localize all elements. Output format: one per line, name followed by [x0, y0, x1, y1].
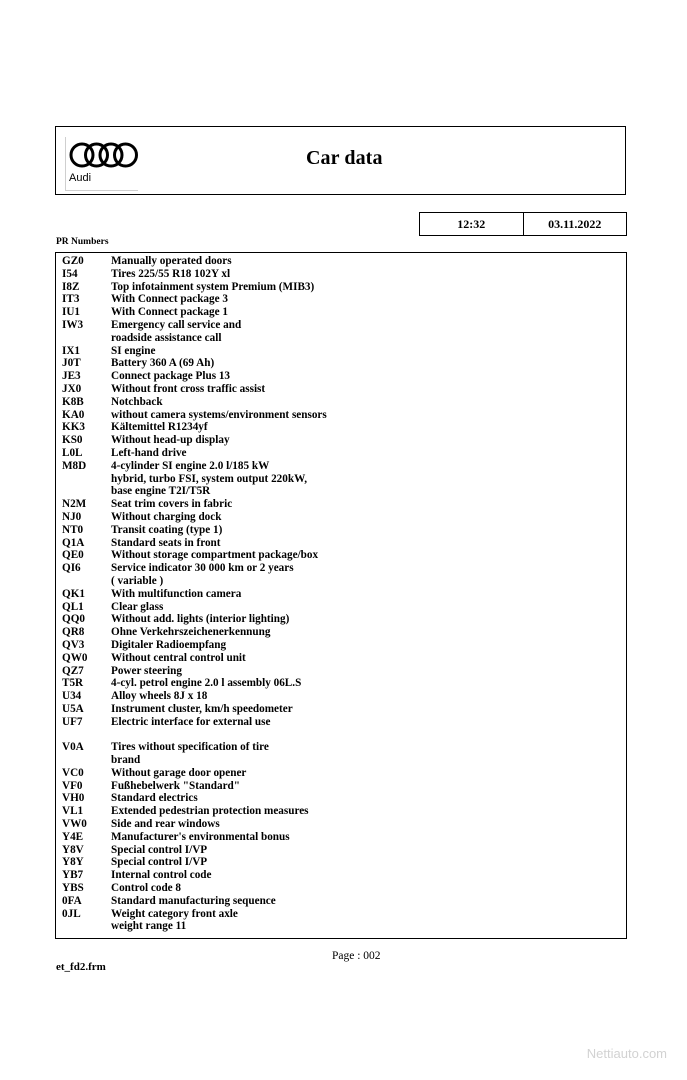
pr-description: [111, 255, 612, 268]
pr-code: K8B: [62, 395, 84, 408]
pr-code: YB7: [62, 869, 84, 882]
pr-code: QI6: [62, 562, 81, 575]
pr-code: JE3: [62, 370, 81, 383]
pr-row: [62, 869, 612, 882]
pr-code: KK3: [62, 421, 85, 434]
pr-description-line: Standard seats in front: [111, 536, 221, 549]
pr-code: Y4E: [62, 830, 84, 843]
pr-description: [111, 434, 612, 447]
pr-description-line: Without charging dock: [111, 510, 222, 523]
brand-wordmark: Audi: [69, 172, 92, 184]
pr-code: YBS: [62, 882, 84, 895]
pr-row: [62, 293, 612, 306]
pr-description-line: Power steering: [111, 664, 182, 677]
pr-row: [62, 383, 612, 396]
pr-row: [62, 665, 612, 678]
pr-code: Y8V: [62, 843, 84, 856]
pr-code: VC0: [62, 766, 84, 779]
pr-code: Q1A: [62, 536, 85, 549]
pr-code: T5R: [62, 677, 84, 690]
pr-description: [111, 511, 612, 524]
pr-description: [111, 728, 612, 741]
pr-description-line: [111, 728, 612, 741]
pr-description-line: Tires without specification of tire: [111, 741, 269, 754]
pr-row: [62, 357, 612, 370]
pr-code: IW3: [62, 318, 84, 331]
pr-row: [62, 306, 612, 319]
pr-code: I54: [62, 267, 78, 280]
pr-description: [111, 805, 612, 818]
pr-description: [111, 882, 612, 895]
pr-description-line: Battery 360 A (69 Ah): [111, 357, 215, 370]
pr-description: [111, 549, 612, 562]
pr-description: [111, 345, 612, 358]
pr-description: [111, 268, 612, 281]
audi-logo: [65, 137, 138, 191]
pr-description: [111, 818, 612, 831]
pr-code: NT0: [62, 523, 84, 536]
pr-code: VL1: [62, 805, 84, 818]
pr-description: [111, 690, 612, 703]
pr-description-line: Without garage door opener: [111, 766, 247, 779]
pr-code: I8Z: [62, 280, 80, 293]
pr-row: [62, 613, 612, 626]
pr-row: [62, 895, 612, 908]
pr-code: QE0: [62, 549, 84, 562]
pr-description: [111, 396, 612, 409]
pr-code: QV3: [62, 638, 85, 651]
pr-description-line: Manually operated doors: [111, 255, 232, 267]
pr-description-line: Tires 225/55 R18 102Y xl: [111, 267, 231, 280]
pr-description-line: With multifunction camera: [111, 587, 242, 600]
pr-row: [62, 268, 612, 281]
pr-code: JX0: [62, 382, 82, 395]
audi-rings-icon: [67, 140, 139, 170]
pr-row: [62, 588, 612, 601]
pr-code: U34: [62, 690, 82, 703]
pr-description: [111, 409, 612, 422]
pr-description-line: Instrument cluster, km/h speedometer: [111, 702, 293, 715]
pr-row: [62, 460, 612, 498]
pr-description-line: Manufacturer's environmental bonus: [111, 830, 290, 843]
pr-code: [62, 728, 111, 741]
pr-row: [62, 524, 612, 537]
pr-description: [111, 357, 612, 370]
pr-description: [111, 562, 612, 588]
pr-description: [111, 306, 612, 319]
pr-code: VF0: [62, 779, 83, 792]
pr-row: [62, 882, 612, 895]
pr-description-line: Extended pedestrian protection measures: [111, 805, 309, 818]
pr-description-line: With Connect package 1: [111, 306, 228, 319]
pr-row: [62, 908, 612, 934]
watermark: Nettiauto.com: [586, 1046, 667, 1061]
pr-description: [111, 383, 612, 396]
pr-description-line: 4-cylinder SI engine 2.0 l/185 kW: [111, 459, 270, 472]
pr-description-line: base engine T2I/T5R: [111, 485, 211, 498]
pr-description-line: Without central control unit: [111, 651, 246, 664]
pr-description: [111, 831, 612, 844]
pr-description-line: Alloy wheels 8J x 18: [111, 690, 208, 703]
datetime-box: [419, 212, 627, 236]
pr-description: [111, 703, 612, 716]
pr-description: [111, 460, 612, 498]
pr-row: [62, 319, 612, 345]
pr-code: NJ0: [62, 510, 82, 523]
pr-row: [62, 818, 612, 831]
date-value: 03.11.2022: [523, 213, 627, 235]
pr-description-line: Connect package Plus 13: [111, 370, 231, 383]
pr-row: [62, 562, 612, 588]
pr-row: [62, 780, 612, 793]
pr-row: [62, 396, 612, 409]
pr-code: Y8Y: [62, 856, 84, 869]
pr-code: KA0: [62, 408, 85, 421]
pr-row: [62, 511, 612, 524]
page-number: Page : 002: [332, 950, 381, 962]
pr-description-line: Without storage compartment package/box: [111, 549, 319, 562]
pr-description-line: Special control I/VP: [111, 856, 208, 869]
pr-description: [111, 524, 612, 537]
pr-description-line: ( variable ): [111, 574, 164, 587]
pr-description-line: SI engine: [111, 344, 156, 357]
pr-description: [111, 895, 612, 908]
pr-row: [62, 255, 612, 268]
pr-description: [111, 601, 612, 614]
pr-row: [62, 447, 612, 460]
pr-row: [62, 409, 612, 422]
pr-row: [62, 652, 612, 665]
pr-row: [62, 537, 612, 550]
pr-description: [111, 319, 612, 345]
pr-description-line: Ohne Verkehrszeichenerkennung: [111, 626, 271, 639]
pr-row: [62, 716, 612, 729]
pr-numbers-list: [62, 255, 612, 933]
pr-description: [111, 716, 612, 729]
pr-description-line: Side and rear windows: [111, 818, 220, 831]
section-label: PR Numbers: [56, 237, 109, 247]
pr-description: [111, 792, 612, 805]
pr-description-line: Weight category front axle: [111, 907, 238, 920]
pr-description-line: Notchback: [111, 395, 163, 408]
pr-description-line: Special control I/VP: [111, 843, 208, 856]
page-title: Car data: [306, 147, 383, 169]
pr-code: IU1: [62, 306, 81, 319]
pr-code: QW0: [62, 651, 88, 664]
pr-row: [62, 639, 612, 652]
pr-row: [62, 792, 612, 805]
pr-code: 0JL: [62, 907, 81, 920]
pr-row: [62, 281, 612, 294]
pr-description-line: Without front cross traffic assist: [111, 382, 266, 395]
pr-code: QZ7: [62, 664, 84, 677]
pr-description: [111, 281, 612, 294]
pr-description-line: Electric interface for external use: [111, 715, 271, 728]
pr-description: [111, 537, 612, 550]
pr-code: 0FA: [62, 894, 82, 907]
pr-description: [111, 293, 612, 306]
pr-description-line: Top infotainment system Premium (MIB3): [111, 280, 315, 293]
pr-description-line: Service indicator 30 000 km or 2 years: [111, 562, 294, 575]
pr-code: IT3: [62, 293, 80, 306]
pr-code: L0L: [62, 446, 83, 459]
pr-description-line: Digitaler Radioempfang: [111, 638, 227, 651]
pr-row: [62, 831, 612, 844]
pr-row: [62, 767, 612, 780]
pr-row: [62, 421, 612, 434]
pr-description-line: Internal control code: [111, 869, 212, 882]
time-value: 12:32: [457, 216, 486, 231]
pr-numbers-box: [55, 252, 627, 939]
pr-row: [62, 690, 612, 703]
pr-description: [111, 856, 612, 869]
pr-description: [111, 741, 612, 767]
pr-description-line: Without head-up display: [111, 434, 230, 447]
pr-code: UF7: [62, 715, 83, 728]
pr-code: IX1: [62, 344, 81, 357]
pr-description: [111, 626, 612, 639]
pr-description: [111, 869, 612, 882]
pr-description-line: Standard electrics: [111, 792, 198, 805]
pr-code: J0T: [62, 357, 81, 370]
pr-row: [62, 677, 612, 690]
pr-code: QL1: [62, 600, 84, 613]
pr-code: KS0: [62, 434, 83, 447]
pr-description-line: weight range 11: [111, 920, 187, 933]
pr-row: [62, 434, 612, 447]
pr-row: [62, 728, 612, 741]
pr-description: [111, 447, 612, 460]
pr-description: [111, 844, 612, 857]
pr-description: [111, 677, 612, 690]
pr-row: [62, 626, 612, 639]
pr-description-line: Emergency call service and: [111, 318, 242, 331]
pr-description: [111, 652, 612, 665]
header-box: [55, 126, 626, 195]
pr-description-line: Standard manufacturing sequence: [111, 894, 276, 907]
pr-description-line: Left-hand drive: [111, 446, 187, 459]
pr-description-line: Control code 8: [111, 882, 182, 895]
pr-description-line: Fußhebelwerk "Standard": [111, 779, 240, 792]
pr-description: [111, 421, 612, 434]
pr-code: V0A: [62, 741, 84, 754]
pr-description: [111, 613, 612, 626]
pr-row: [62, 844, 612, 857]
pr-code: QR8: [62, 626, 85, 639]
pr-row: [62, 856, 612, 869]
pr-code: GZ0: [62, 255, 84, 267]
form-name: et_fd2.frm: [56, 961, 106, 973]
pr-description: [111, 588, 612, 601]
pr-row: [62, 370, 612, 383]
pr-code: QK1: [62, 587, 85, 600]
pr-row: [62, 805, 612, 818]
pr-description-line: Seat trim covers in fabric: [111, 498, 233, 511]
pr-description: [111, 767, 612, 780]
pr-description-line: brand: [111, 754, 141, 767]
pr-description: [111, 639, 612, 652]
pr-description: [111, 370, 612, 383]
pr-description: [111, 780, 612, 793]
pr-row: [62, 601, 612, 614]
pr-description-line: Kältemittel R1234yf: [111, 421, 208, 434]
pr-description-line: without camera systems/environment sensors: [111, 408, 327, 421]
pr-code: VH0: [62, 792, 85, 805]
pr-code: U5A: [62, 702, 84, 715]
pr-code: N2M: [62, 498, 87, 511]
pr-row: [62, 345, 612, 358]
pr-description-line: 4-cyl. petrol engine 2.0 l assembly 06L.S: [111, 677, 302, 690]
pr-code: QQ0: [62, 613, 85, 626]
pr-description-line: hybrid, turbo FSI, system output 220kW,: [111, 472, 308, 485]
pr-code: VW0: [62, 818, 87, 831]
pr-description-line: Clear glass: [111, 600, 164, 613]
pr-description: [111, 498, 612, 511]
pr-row: [62, 549, 612, 562]
pr-description: [111, 908, 612, 934]
pr-row: [62, 498, 612, 511]
pr-row: [62, 741, 612, 767]
pr-code: M8D: [62, 459, 87, 472]
pr-description-line: roadside assistance call: [111, 331, 222, 344]
pr-description-line: With Connect package 3: [111, 293, 228, 306]
pr-row: [62, 703, 612, 716]
pr-description-line: Without add. lights (interior lighting): [111, 613, 290, 626]
pr-description: [111, 665, 612, 678]
pr-description-line: Transit coating (type 1): [111, 523, 223, 536]
